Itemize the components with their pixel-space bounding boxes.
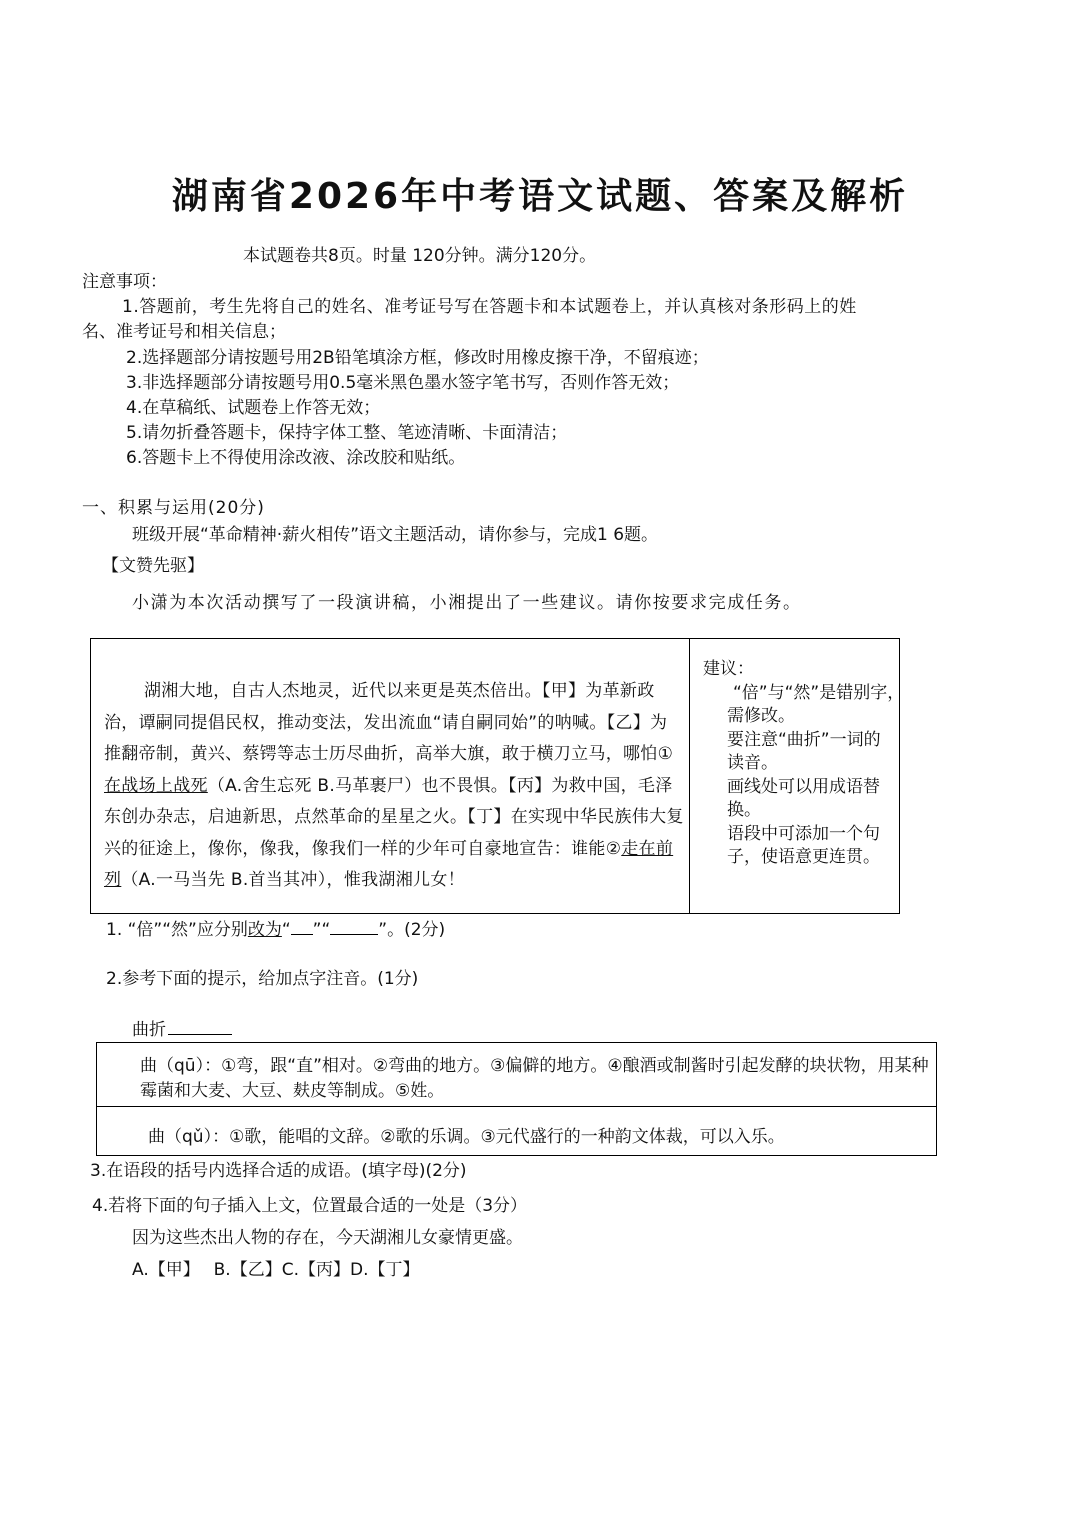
q1-prefix: 1. “倍”“然”应分别 <box>106 920 248 940</box>
q1-quote-close: ” <box>378 920 388 940</box>
question-2: 2.参考下面的提示，给加点字注音。(1分) <box>106 969 419 989</box>
underlined-phrase-1: 在战场上战死 <box>104 775 208 796</box>
suggestion-line: 读音。 <box>727 753 778 773</box>
q1-quote-mid: ”“ <box>312 920 331 940</box>
notice-item-1: 1.答题前，考生先将自己的姓名、准考证号写在答题卡和本试题卷上，并认真核对条形码上的姓 <box>122 297 857 317</box>
passage-part-3: （A.一马当先 B.首当其冲），惟我湖湘儿女！ <box>121 870 465 890</box>
passage-part-2: （A.舍生忘死 B.马革裹尸）也不畏惧。【丙】为救中国，毛泽东创办杂志，启迪新思，点然革命的星星之火。【丁】在实现中华民族伟大复兴的征途上，像你，像我，像我们一样的少年可自豪地宣告：谁能② <box>104 775 684 859</box>
notice-item-1-cont: 名、准考证号和相关信息； <box>82 322 286 342</box>
dictionary-entry-qu3: 曲（qǔ）：①歌，能唱的文辞。②歌的乐调。③元代盛行的一种韵文体裁，可以入乐。 <box>148 1127 785 1147</box>
q1-quote-open: “ <box>281 920 291 940</box>
suggestion-line: 子，使语意更连贯。 <box>727 847 880 867</box>
subsection-label: 【文赞先驱】 <box>102 556 204 576</box>
suggestion-line: 语段中可添加一个句 <box>727 823 880 844</box>
q4-sentence: 因为这些杰出人物的存在，今天湖湘儿女豪情更盛。 <box>132 1228 523 1248</box>
answer-blank[interactable] <box>168 1034 232 1035</box>
question-4: 4.若将下面的句子插入上文，位置最合适的一处是（3分） <box>92 1196 528 1216</box>
passage-part-1: 湖湘大地，自古人杰地灵，近代以来更是英杰倍出。【甲】为革新政治，谭嗣同提倡民权，推动变法，发出流血“请自嗣同始”的呐喊。【乙】为推翻帝制，黄兴、蔡锷等志士历尽曲折，高举大旗，敢于横刀立马，哪怕① <box>104 681 674 764</box>
notice-item-5: 5.请勿折叠答题卡，保持字体工整、笔迹清晰、卡面清洁； <box>126 423 568 443</box>
suggestion-line: 需修改。 <box>727 706 795 726</box>
suggestion-line: 换。 <box>727 800 761 820</box>
q4-options: A.【甲】 B.【乙】C.【丙】D.【丁】 <box>132 1260 420 1280</box>
suggestion-line: “倍”与“然”是错别字， <box>733 682 905 703</box>
section-intro: 班级开展“革命精神·薪火相传”语文主题活动，请你参与，完成1 6题。 <box>132 525 659 545</box>
question-3: 3.在语段的括号内选择合适的成语。(填字母)(2分) <box>90 1161 467 1181</box>
q1-suffix: 。(2分) <box>387 920 446 940</box>
answer-blank[interactable] <box>291 934 313 935</box>
suggestion-line: 要注意“曲折”一词的 <box>727 729 881 750</box>
answer-blank[interactable] <box>330 934 378 935</box>
suggestions-heading: 建议： <box>703 659 754 679</box>
q1-mid: 改为 <box>247 920 282 940</box>
section-heading: 一、积累与运用(20分) <box>82 498 265 518</box>
speech-passage <box>104 676 684 897</box>
notice-item-3: 3.非选择题部分请按题号用0.5毫米黑色墨水签字笔书写，否则作答无效； <box>126 373 680 393</box>
underlined-phrase-2: 走在前列 <box>104 838 674 890</box>
notice-heading: 注意事项： <box>82 272 167 292</box>
suggestion-line: 画线处可以用成语替 <box>727 776 880 797</box>
dictionary-entry-qu1: 曲（qū）：①弯，跟“直”相对。②弯曲的地方。③偏僻的地方。④酿酒或制酱时引起发酵的块状物，用某种霉菌和大麦、大豆、麸皮等制成。⑤姓。 <box>140 1056 929 1101</box>
passage-table-divider <box>689 638 690 914</box>
suggestions-panel <box>703 658 904 870</box>
exam-meta: 本试题卷共8页。时量 120分钟。满分120分。 <box>243 246 597 266</box>
q2-word: 曲折 <box>132 1020 166 1040</box>
page-title: 湖南省2026年中考语文试题、答案及解析 <box>171 176 909 217</box>
dictionary-table-divider <box>96 1106 937 1107</box>
task-text: 小潇为本次活动撰写了一段演讲稿，小湘提出了一些建议。请你按要求完成任务。 <box>132 593 802 613</box>
notice-item-2: 2.选择题部分请按题号用2B铅笔填涂方框，修改时用橡皮擦干净，不留痕迹； <box>126 348 709 368</box>
question-1 <box>106 915 445 940</box>
notice-item-4: 4.在草稿纸、试题卷上作答无效； <box>126 398 381 418</box>
notice-item-6: 6.答题卡上不得使用涂改液、涂改胶和贴纸。 <box>126 448 466 468</box>
q2-word-line <box>132 1015 232 1040</box>
